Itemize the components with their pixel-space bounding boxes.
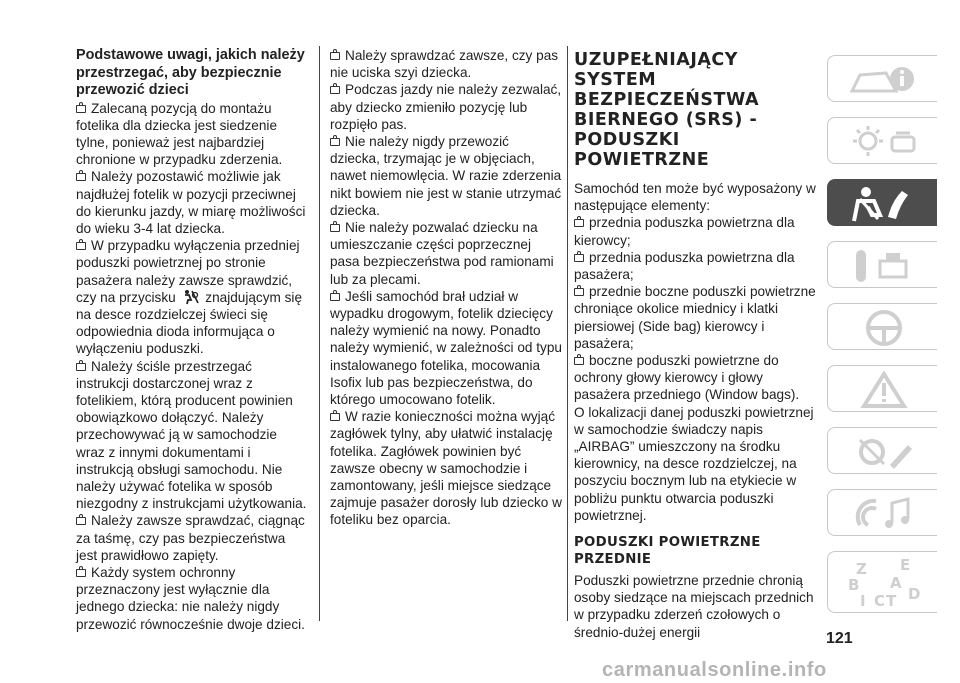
warning-triangle-icon [846, 371, 930, 409]
index-letter: A [890, 574, 902, 592]
list-item: Nie należy pozwalać dziecku na umieszczanie części poprzecznej pasa bezpieczeństwa pod ramionami lub za plecami. [330, 220, 554, 287]
index-letter: Z [856, 560, 867, 578]
bullet-icon [574, 288, 584, 296]
column-2 [330, 47, 562, 529]
list-item: przednia poduszka powietrzna dla pasażera; [574, 249, 795, 283]
list-item: przednie boczne poduszki powietrzne chroniące okolice miednicy i klatki piersiowej (Side bag) kierowcy i pasażera; [574, 284, 816, 351]
list-item: Podczas jazdy nie należy zezwalać, aby dziecko zmieniło pozycję lub rozpięło pas. [330, 82, 562, 132]
list-item: W przypadku wyłączenia przedniej poduszki powietrznej po stronie pasażera należy zawsze sprawdzić, czy na przycisku znajdującym się na desce rozdzielczej świeci się odpowiednia dioda informująca o wyłączeniu poduszki. [76, 238, 303, 357]
section-heading-child-safety: Podstawowe uwagi, jakich należy przestrzegać, aby bezpiecznie przewozić dzieci [76, 47, 305, 98]
index-letter: T [886, 592, 897, 610]
tab-info[interactable] [827, 55, 937, 102]
column-divider [567, 46, 568, 621]
bullet-icon [574, 254, 584, 262]
bullet-icon [76, 173, 86, 181]
bullet-icon [330, 413, 340, 421]
bullet-icon [76, 517, 86, 525]
index-letter: E [900, 557, 911, 574]
index-letter: I [860, 592, 866, 610]
list-item: Należy pozostawić możliwie jak najdłużej fotelik w pozycji przeciwnej do kierunku jazdy, w miarę możliwości do wieku 3-4 lat dziecka. [76, 169, 306, 236]
tab-starting[interactable] [827, 241, 937, 288]
steering-wheel-icon [846, 309, 930, 347]
multimedia-icon [846, 495, 930, 533]
safety-seatbelt-icon [846, 185, 930, 223]
info-car-icon [846, 61, 930, 99]
bullet-icon [76, 242, 86, 250]
list-item: Należy sprawdzać zawsze, czy pas nie uciska szyi dziecka. [330, 48, 559, 81]
maintenance-tools-icon [846, 433, 930, 471]
list-item: Jeśli samochód brał udział w wypadku drogowym, fotelik dziecięcy należy wymienić na nowy. Ponadto należy wymienić, w zależności od typu instalowanego fotelika, mocowania Isofix lub pas bezpieczeństwa, do którego umocowano fotelik. [330, 288, 562, 408]
bullet-icon [330, 52, 340, 60]
intro-text: Samochód ten może być wyposażony w następujące elementy: [574, 181, 816, 214]
bullet-icon [330, 293, 340, 301]
tab-maintenance[interactable] [827, 427, 937, 474]
column-3 [574, 50, 818, 641]
tab-warning-lights[interactable] [827, 117, 937, 164]
index-letter: C [874, 592, 886, 610]
index-letter: D [908, 585, 921, 603]
list-item: W razie konieczności można wyjąć zagłówek tylny, aby ułatwić instalację fotelika. Zagłówek powinien być zawsze obecny w samochodzie i zamontowany, jeśli miejsce siedzące zajmuje pasażer dorosły lub dziecko w foteliku bez oparcia. [330, 409, 562, 528]
bullet-icon [76, 363, 86, 371]
bullet-icon [574, 219, 584, 227]
list-item: Każdy system ochronny przeznaczony jest wyłącznie dla jednego dziecka: nie należy nigdy przewozić równocześnie dwoje dzieci. [76, 564, 305, 632]
watermark-text: carmanualsonline.info [602, 659, 827, 681]
column-1 [76, 47, 308, 633]
list-item: Zalecaną pozycją do montażu fotelika dla dziecka jest siedzenie tylne, ponieważ jest najbardziej chronione w przypadku zderzenia. [76, 100, 283, 168]
list-item: Należy ściśle przestrzegać instrukcji dostarczonej wraz z fotelikiem, którą producent powinien obowiązkowo dołączyć. Należy przechowywać ją w samochodzie wraz z innymi dokumentami i instrukcją obsługi samochodu. Nie należy używać fotelika w sposób niezgodny z instrukcjami użytkowania. [76, 358, 307, 512]
bullet-icon [330, 86, 340, 94]
warning-lights-icon [846, 123, 930, 161]
tab-index[interactable] [827, 551, 937, 613]
bullet-icon [330, 138, 340, 146]
bullet-icon [330, 224, 340, 232]
list-item: przednia poduszka powietrzna dla kierowcy; [574, 215, 795, 248]
column-divider [319, 46, 320, 621]
list-item: boczne poduszki powietrzne do ochrony głowy kierowcy i głowy pasażera przedniego (Window bags). [574, 353, 800, 403]
alphabet-index-icon [846, 557, 930, 611]
airbag-location-paragraph: O lokalizacji danej poduszki powietrznej w samochodzie świadczy napis „AIRBAG” umieszczony na środku kierownicy, na desce rozdzielczej, na poszyciu bocznym lub na etykiecie w pobliżu punktu otwarcia poduszki powietrznej. [574, 404, 814, 523]
bullet-icon [76, 105, 86, 113]
tab-driving[interactable] [827, 303, 937, 350]
list-item: Należy zawsze sprawdzać, ciągnąc za taśmę, czy pas bezpieczeństwa jest prawidłowo zapięty. [76, 513, 305, 563]
tab-multimedia[interactable] [827, 489, 937, 536]
subheading-front-airbags: PODUSZKI POWIETRZNE PRZEDNIE [574, 535, 761, 568]
list-item: Nie należy nigdy przewozić dziecka, trzymając je w objęciach, nawet niemowlęcia. W razie zderzenia nikt bowiem nie jest w stanie utrzymać dziecka. [330, 134, 562, 218]
bullet-icon [574, 357, 584, 365]
index-letter: B [848, 576, 860, 594]
front-airbags-paragraph: Poduszki powietrzne przednie chronią osoby siedzące na miejscach przednich w przypadku zderzeń czołowych o średnio-dużej energii [574, 573, 814, 640]
bullet-icon [76, 569, 86, 577]
page-number: 121 [826, 630, 853, 647]
tab-safety[interactable] [827, 179, 937, 226]
section-heading-srs: UZUPEŁNIAJĄCY SYSTEM BEZPIECZEŃSTWA BIERNEGO (SRS) - PODUSZKI POWIETRZNE [574, 50, 760, 170]
airbag-off-icon [182, 289, 200, 305]
key-start-icon [846, 247, 930, 285]
tab-emergency[interactable] [827, 365, 937, 412]
